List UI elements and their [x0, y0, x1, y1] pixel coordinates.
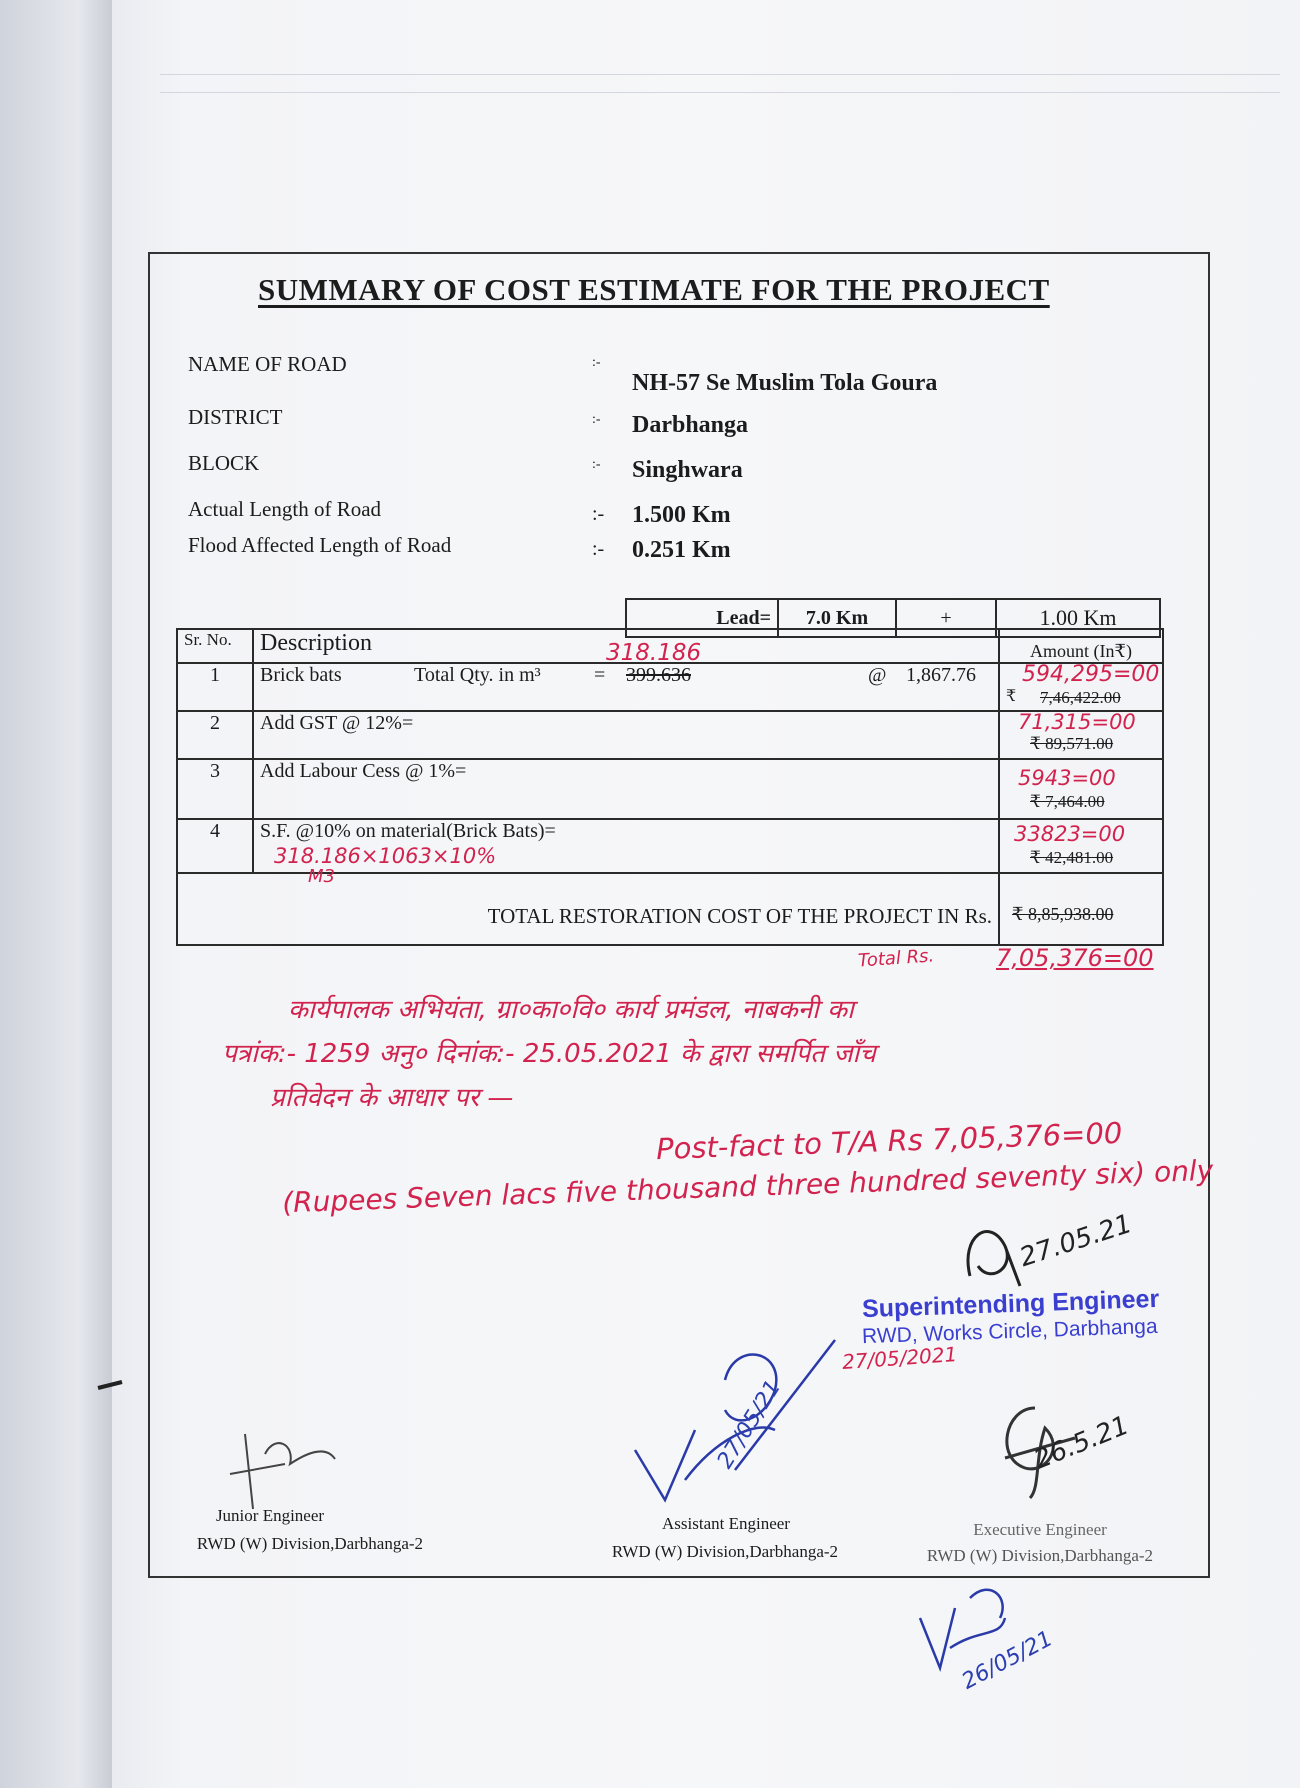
- field-label-district: DISTRICT: [188, 405, 283, 429]
- field-value-block: Singhwara: [632, 457, 743, 483]
- row-desc-text: S.F. @10% on material(Brick Bats)=: [260, 820, 556, 842]
- table-row: [177, 819, 1163, 873]
- se-date: 27/05/2021: [841, 1342, 958, 1374]
- lead-value: 7.0 Km: [778, 599, 896, 637]
- executive-engineer-title: Executive Engineer: [973, 1520, 1107, 1539]
- rate-at: @: [868, 664, 887, 686]
- lead-label: Lead=: [626, 599, 778, 637]
- ink-mark: [96, 1376, 126, 1396]
- amount-printed: ₹ 7,464.00: [1030, 792, 1105, 811]
- total-label-cell: [177, 866, 999, 945]
- row-sr: 2: [177, 711, 253, 759]
- assistant-engineer-office: RWD (W) Division,Darbhanga-2: [611, 1542, 839, 1561]
- amount-printed: 7,46,422.00: [1040, 688, 1121, 707]
- amount-handwritten: 71,315=00: [1018, 710, 1136, 734]
- amount-printed: ₹ 89,571.00: [1030, 734, 1114, 753]
- row-amount: [999, 819, 1163, 873]
- header-description: Description: [253, 629, 999, 663]
- junior-engineer-signature: [225, 1424, 355, 1514]
- lead-extra: 1.00 Km: [996, 599, 1160, 637]
- total-label: TOTAL RESTORATION COST OF THE PROJECT IN Rs.: [487, 904, 992, 928]
- field-value-length: 1.500 Km: [632, 502, 731, 528]
- field-label-length: Actual Length of Road: [188, 497, 382, 521]
- row-description: Add Labour Cess @ 1%=: [253, 759, 999, 819]
- field-value-flood-length: 0.251 Km: [632, 537, 731, 563]
- table-row: [177, 711, 1163, 759]
- field-sep: :-: [592, 457, 601, 472]
- header-sr: Sr. No.: [177, 629, 253, 663]
- qty-printed: 399.636: [626, 664, 691, 686]
- row-description: Add GST @ 12%=: [253, 711, 999, 759]
- amount-handwritten: 33823=00: [1014, 822, 1126, 846]
- total-handwritten: 7,05,376=00: [996, 944, 1154, 972]
- unit-handwritten: M3: [308, 866, 335, 887]
- assistant-engineer-signature: [625, 1320, 845, 1510]
- assistant-engineer-title: Assistant Engineer: [662, 1514, 790, 1533]
- row-description: [253, 663, 999, 711]
- bottom-signature-date: 26/05/21: [957, 1626, 1057, 1695]
- qty-eq: =: [594, 664, 606, 686]
- field-sep: :-: [592, 538, 605, 560]
- qty-label: Total Qty. in m³: [414, 664, 541, 686]
- table-row: [177, 663, 1163, 711]
- row-sr: 3: [177, 759, 253, 819]
- total-handwritten-prefix: Total Rs.: [857, 945, 935, 972]
- assistant-engineer-date: 27/05/21: [712, 1375, 787, 1474]
- se-stamp-title: Superintending Engineer: [861, 1284, 1160, 1324]
- field-value-district: Darbhanga: [632, 412, 749, 438]
- amount-handwritten: 594,295=00: [1022, 662, 1160, 687]
- header-amount: Amount (In₹): [999, 629, 1163, 663]
- amount-printed: ₹ 42,481.00: [1030, 848, 1114, 867]
- executive-engineer-office: RWD (W) Division,Darbhanga-2: [926, 1546, 1154, 1565]
- field-sep: :-: [592, 412, 601, 427]
- rupee-symbol: ₹: [1006, 688, 1017, 705]
- field-label-flood-length: Flood Affected Length of Road: [188, 533, 452, 557]
- bleed-line: [160, 92, 1280, 93]
- field-value-road: NH-57 Se Muslim Tola Goura: [632, 370, 938, 396]
- executive-engineer-date: 26.5.21: [1029, 1410, 1134, 1476]
- row-amount: [999, 711, 1163, 759]
- junior-engineer-office: RWD (W) Division,Darbhanga-2: [196, 1534, 424, 1553]
- junior-engineer-title: Junior Engineer: [215, 1506, 325, 1525]
- total-printed: ₹ 8,85,938.00: [1012, 904, 1114, 924]
- row-sr: 4: [177, 819, 253, 873]
- calc-handwritten: 318.186×1063×10%: [274, 844, 497, 868]
- book-spine: [0, 0, 112, 1788]
- bleed-line: [160, 74, 1280, 75]
- se-stamp-office: RWD, Works Circle, Darbhanga: [861, 1314, 1158, 1349]
- total-amount: [999, 873, 1163, 945]
- hindi-note-line2: पत्रांक:- 1259 अनु० दिनांक:- 25.05.2021 के द्वारा समर्पित जाँच: [222, 1039, 876, 1069]
- row-description: [253, 819, 999, 873]
- field-label-road: NAME OF ROAD: [188, 352, 347, 376]
- rate-value: 1,867.76: [906, 664, 976, 686]
- se-initial-date: 27.05.21: [1016, 1208, 1136, 1274]
- table-row: [177, 873, 1163, 945]
- row-amount: [999, 759, 1163, 819]
- lead-plus: +: [896, 599, 996, 637]
- row-amount: [999, 663, 1163, 711]
- field-sep: :-: [592, 503, 605, 525]
- estimate-table: [176, 628, 1164, 946]
- amount-handwritten: 5943=00: [1018, 766, 1116, 790]
- field-sep: :-: [592, 355, 601, 370]
- english-note-line2: (Rupees Seven lacs five thousand three hundred seventy six) only: [281, 1153, 1214, 1220]
- table-row: [177, 759, 1163, 819]
- hindi-note-line3: प्रतिवेदन के आधार पर —: [270, 1083, 514, 1113]
- qty-handwritten: 318.186: [606, 640, 702, 666]
- row-desc-text: Brick bats: [260, 664, 342, 686]
- row-sr: 1: [177, 663, 253, 711]
- hindi-note-line1: कार्यपालक अभियंता, ग्रा०का०वि० कार्य प्रमंडल, नाबकनी का: [288, 995, 854, 1025]
- english-note-line1: Post-fact to T/A Rs 7,05,376=00: [655, 1115, 1123, 1167]
- document-title: SUMMARY OF COST ESTIMATE FOR THE PROJECT: [258, 272, 1050, 307]
- field-label-block: BLOCK: [188, 451, 260, 475]
